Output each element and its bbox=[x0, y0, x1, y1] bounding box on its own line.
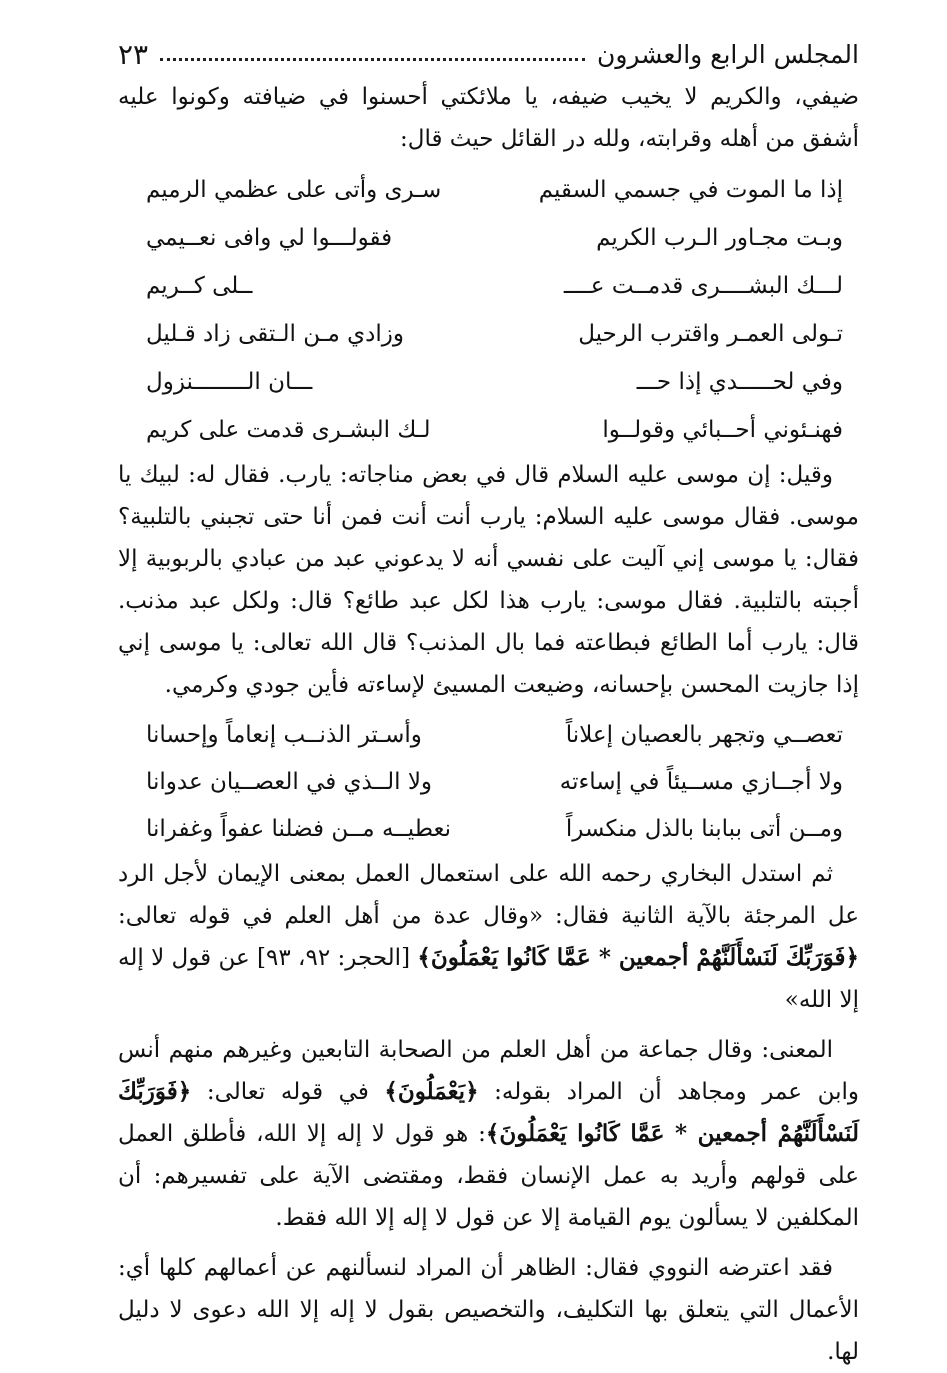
poem-verse bbox=[118, 166, 859, 214]
quran-word-quote: ﴿يَعْمَلُونَ﴾ bbox=[384, 1078, 479, 1105]
verse-first-hemistich: وفي لحـــــدي إذا حـــ bbox=[636, 369, 843, 395]
page-body bbox=[118, 76, 859, 1373]
verse-first-hemistich: وبـت مجـاور الـرب الكريم bbox=[596, 225, 843, 251]
poem-verse bbox=[118, 358, 859, 406]
verse-first-hemistich: تعصــي وتجهر بالعصيان إعلاناً bbox=[565, 722, 843, 748]
page-number: ٢٣ bbox=[118, 37, 149, 71]
paragraph-bukhari bbox=[118, 853, 859, 1021]
verse-first-hemistich: ومــن أتى ببابنا بالذل منكسراً bbox=[565, 816, 843, 842]
verse-second-hemistich: ولا الــذي في العصــيان عدوانا bbox=[146, 769, 433, 795]
page-header bbox=[118, 34, 859, 74]
verse-first-hemistich: لـــك البشــــرى قدمــت عــــ bbox=[563, 273, 843, 299]
poem-verse bbox=[118, 262, 859, 310]
paragraph-nawawi: فقد اعترضه النووي فقال: الظاهر أن المراد لنسألنهم عن أعمالهم كلها أي: الأعمال التي يتعلق بها التكليف، والتخصيص بقول لا إله إلا الله دعوى لا دليل لها. bbox=[118, 1255, 859, 1365]
chapter-title: المجلس الرابع والعشرون bbox=[597, 39, 859, 69]
poem-verse bbox=[118, 214, 859, 262]
verse-first-hemistich: ولا أجــازي مســيئاً في إساءته bbox=[559, 769, 843, 795]
verse-second-hemistich: ــلى كــريم bbox=[146, 273, 253, 299]
poem-verse bbox=[118, 406, 859, 454]
quran-verse-quote: ﴿فَوَرَبِّكَ لَنَسْأَلَنَّهُمْ أجمعين * عَمَّا كَانُوا يَعْمَلُونَ﴾ bbox=[118, 1078, 859, 1147]
paragraph-musa-story: وقيل: إن موسى عليه السلام قال في بعض مناجاته: يارب. فقال له: لبيك يا موسى. فقال موسى عليه السلام: يارب أنت أنت فمن أنا حتى تجبني بالتلبية؟ فقال: يا موسى إني آليت على نفسي أنه لا يدعوني عبد من عبادي بالربوبية إلا أجبته بالتلبية. فقال موسى: يارب هذا لكل عبد طائع؟ قال: ولكل عبد مذنب. قال: يارب أما الطائع فبطاعته فما بال المذنب؟ قال الله تعالى: يا موسى إني إذا جازيت المحسن بإحسانه، وضيعت المسيئ لإساءته فأين جودي وكرمي. bbox=[118, 462, 859, 698]
verse-second-hemistich: نعطيــه مــن فضلنا عفواً وغفرانا bbox=[146, 816, 452, 842]
quran-verse-quote: ﴿فَوَرَبِّكَ لَنَسْأَلَنَّهُمْ أجمعين * عَمَّا كَانُوا يَعْمَلُونَ﴾ bbox=[417, 944, 859, 971]
poem-second bbox=[118, 712, 859, 853]
bukhari-text-start: ثم استدل البخاري رحمه الله على استعمال العمل بمعنى الإيمان لأجل الرد عل المرجئة بالآية الثانية فقال: «وقال عدة من أهل العلم في قوله تعالى: bbox=[118, 861, 859, 929]
header-dotted-leader bbox=[160, 58, 585, 61]
verse-second-hemistich: وزادي مـن الـتقى زاد قـليل bbox=[146, 321, 404, 347]
verse-second-hemistich: وأسـتر الذنــب إنعاماً وإحسانا bbox=[146, 722, 422, 748]
poem-verse bbox=[118, 759, 859, 806]
meaning-text-middle: في قوله تعالى: bbox=[191, 1079, 385, 1105]
meaning-text-end: : هو قول لا إله إلا الله، فأطلق العمل على قولهم وأريد به عمل الإنسان فقط، ومقتضى الآية على تفسيرهم: أن المكلفين لا يسألون يوم القيامة إلا عن قول لا إله إلا الله فقط. bbox=[118, 1121, 859, 1231]
poem-verse bbox=[118, 310, 859, 358]
verse-second-hemistich: لـك البشـرى قدمت على كريم bbox=[146, 417, 431, 443]
verse-second-hemistich: ـــان الــــــــنزول bbox=[146, 369, 313, 395]
poem-first bbox=[118, 166, 859, 454]
bukhari-text-end: [الحجر: ٩٢، ٩٣] عن قول لا إله إلا الله» bbox=[118, 945, 859, 1013]
verse-second-hemistich: فقولـــوا لي وافى نعــيمي bbox=[146, 225, 393, 251]
verse-first-hemistich: إذا ما الموت في جسمي السقيم bbox=[538, 177, 843, 203]
poem-verse bbox=[118, 712, 859, 759]
verse-second-hemistich: سـرى وأتى على عظمي الرميم bbox=[146, 177, 442, 203]
meaning-text-start: المعنى: وقال جماعة من أهل العلم من الصحابة التابعين وغيرهم منهم أنس وابن عمر ومجاهد أن المراد بقوله: bbox=[118, 1037, 859, 1105]
verse-first-hemistich: تـولى العمـر واقترب الرحيل bbox=[578, 321, 843, 347]
paragraph-intro: ضيفي، والكريم لا يخيب ضيفه، يا ملائكتي أحسنوا في ضيافته وكونوا عليه أشفق من أهله وقرابته، ولله در القائل حيث قال: bbox=[118, 84, 859, 152]
verse-first-hemistich: فهنـئوني أحــبائي وقولــوا bbox=[602, 417, 843, 443]
paragraph-meaning bbox=[118, 1029, 859, 1239]
poem-verse bbox=[118, 806, 859, 853]
